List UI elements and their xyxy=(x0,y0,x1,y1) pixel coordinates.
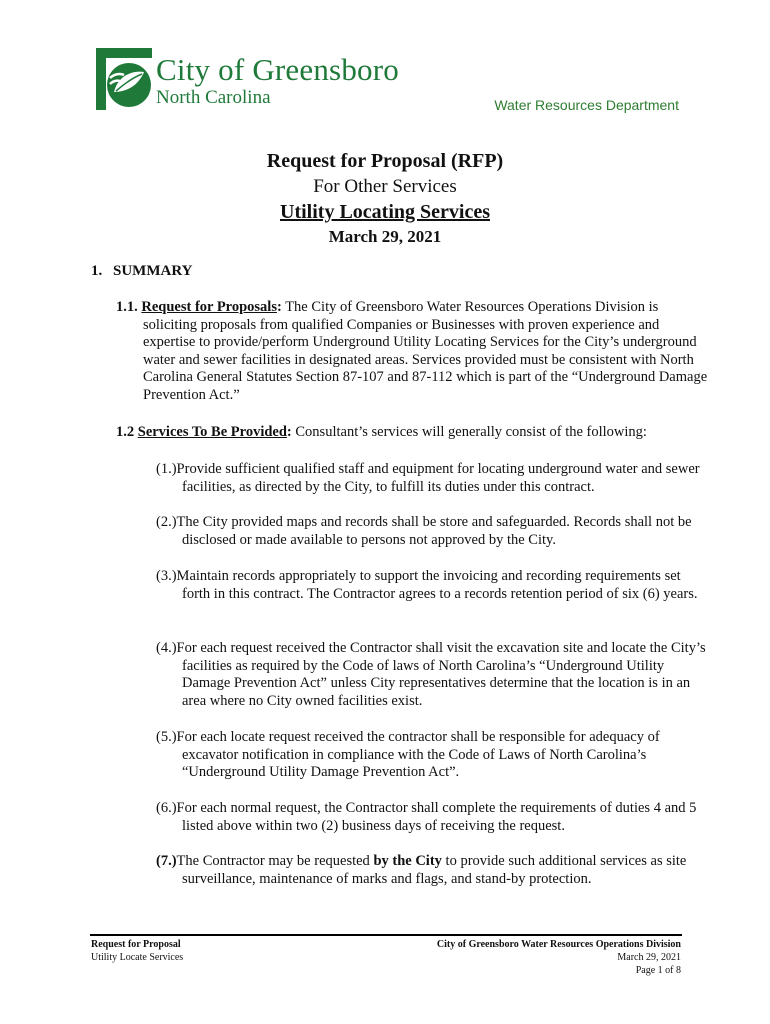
list-item-text: to provide such additional services as site surveillance, maintenance of marks and flags, and stand-by protection. xyxy=(182,853,687,887)
page-number: Page 1 of 8 xyxy=(635,965,681,976)
list-item xyxy=(156,729,712,782)
footer-divider xyxy=(90,934,682,936)
list-item-number: (4.) xyxy=(156,640,177,656)
list-item xyxy=(156,461,712,496)
list-item-text: For each request received the Contractor shall visit the excavation site and locate the City’s facilities as required by the Code of laws of North Carolina’s “Underground Utility Damage Prevention Act” unless City representatives determine that the location is in an area where no City owned facilities exist. xyxy=(176,640,706,709)
list-item xyxy=(156,853,712,888)
list-item-number: (5.) xyxy=(156,729,177,745)
paragraph-label: Services To Be Provided xyxy=(137,424,287,440)
list-item xyxy=(156,514,712,549)
list-item-text: Provide sufficient qualified staff and equipment for locating underground water and sewer facilities, as directed by the City, to fulfill its duties under this contract. xyxy=(176,461,700,495)
logo-state-name: North Carolina xyxy=(156,87,271,108)
paragraph-number: 1.1. xyxy=(116,299,138,315)
list-item-number: (6.) xyxy=(156,800,177,816)
list-item-number: (1.) xyxy=(156,461,177,477)
list-item-text: The Contractor may be requested xyxy=(176,853,374,869)
paragraph-1-2: 1.2 Services To Be Provided: Consultant’s services will generally consist of the following: xyxy=(116,424,647,440)
footer-doc-subtitle: Utility Locate Services xyxy=(91,952,184,963)
list-item-emphasis: by the City xyxy=(373,853,442,869)
doc-date: March 29, 2021 xyxy=(328,227,442,246)
leaf-logo-icon xyxy=(96,48,152,110)
doc-subtitle: For Other Services xyxy=(313,176,457,197)
section-number: 1. xyxy=(91,263,103,279)
city-logo xyxy=(96,48,416,112)
footer-left xyxy=(91,938,183,964)
list-item-number: (2.) xyxy=(156,514,177,530)
list-item-text: Maintain records appropriately to support the invoicing and recording requirements set forth in this contract. The Contractor agrees to a records retention period of six (6) years. xyxy=(176,568,698,602)
section-title: SUMMARY xyxy=(113,263,193,279)
doc-topic: Utility Locating Services xyxy=(280,201,490,223)
list-item xyxy=(156,568,712,603)
list-item-text: The City provided maps and records shall be store and safeguarded. Records shall not be disclosed or made available to persons not approved by the City. xyxy=(176,514,692,548)
paragraph-text: The City of Greensboro Water Resources Operations Division is soliciting proposals from qualified Companies or Businesses with proven experience and expertise to provide/perform Underground Utility Locating Services for the City’s underground water and sewer facilities in designated areas. Services provided must be consistent with North Carolina General Statutes Section 87-107 and 87-112 which is part of the “Underground Damage Prevention Act.” xyxy=(143,299,708,403)
list-item-number: (7.) xyxy=(156,853,177,869)
list-item xyxy=(156,800,712,835)
footer-doc-title: Request for Proposal xyxy=(91,939,181,950)
paragraph-number: 1.2 xyxy=(116,424,135,440)
section-heading xyxy=(91,263,192,280)
doc-title: Request for Proposal (RFP) xyxy=(266,150,504,172)
paragraph-1-1: 1.1. Request for Proposals: The City of Greensboro Water Resources Operations Division is soliciting proposals from qualified Companies or Businesses with proven experience and expertise to provide/perform Underground Utility Locating Services for the City’s underground water and sewer facilities in designated areas. Services provided must be consistent with North Carolina General Statutes Section 87-107 and 87-112 which is part of the “Underground Damage Prevention Act.” xyxy=(116,299,708,403)
list-item xyxy=(156,640,712,710)
footer-date: March 29, 2021 xyxy=(617,952,681,963)
logo-city-name: City of Greensboro xyxy=(156,52,399,87)
list-item-text: For each normal request, the Contractor shall complete the requirements of duties 4 and 5 listed above within two (2) business days of receiving the request. xyxy=(176,800,697,834)
footer-organization: City of Greensboro Water Resources Operations Division xyxy=(436,939,681,950)
footer-right xyxy=(437,938,681,977)
department-name: Water Resources Department xyxy=(494,97,679,113)
list-item-text: For each locate request received the contractor shall be responsible for adequacy of excavator notification in compliance with the Code of Laws of North Carolina’s “Underground Utility Damage Prevention Act”. xyxy=(176,729,660,781)
paragraph-label: Request for Proposals xyxy=(141,299,277,315)
list-item-number: (3.) xyxy=(156,568,177,584)
paragraph-text: Consultant’s services will generally consist of the following: xyxy=(295,424,647,440)
